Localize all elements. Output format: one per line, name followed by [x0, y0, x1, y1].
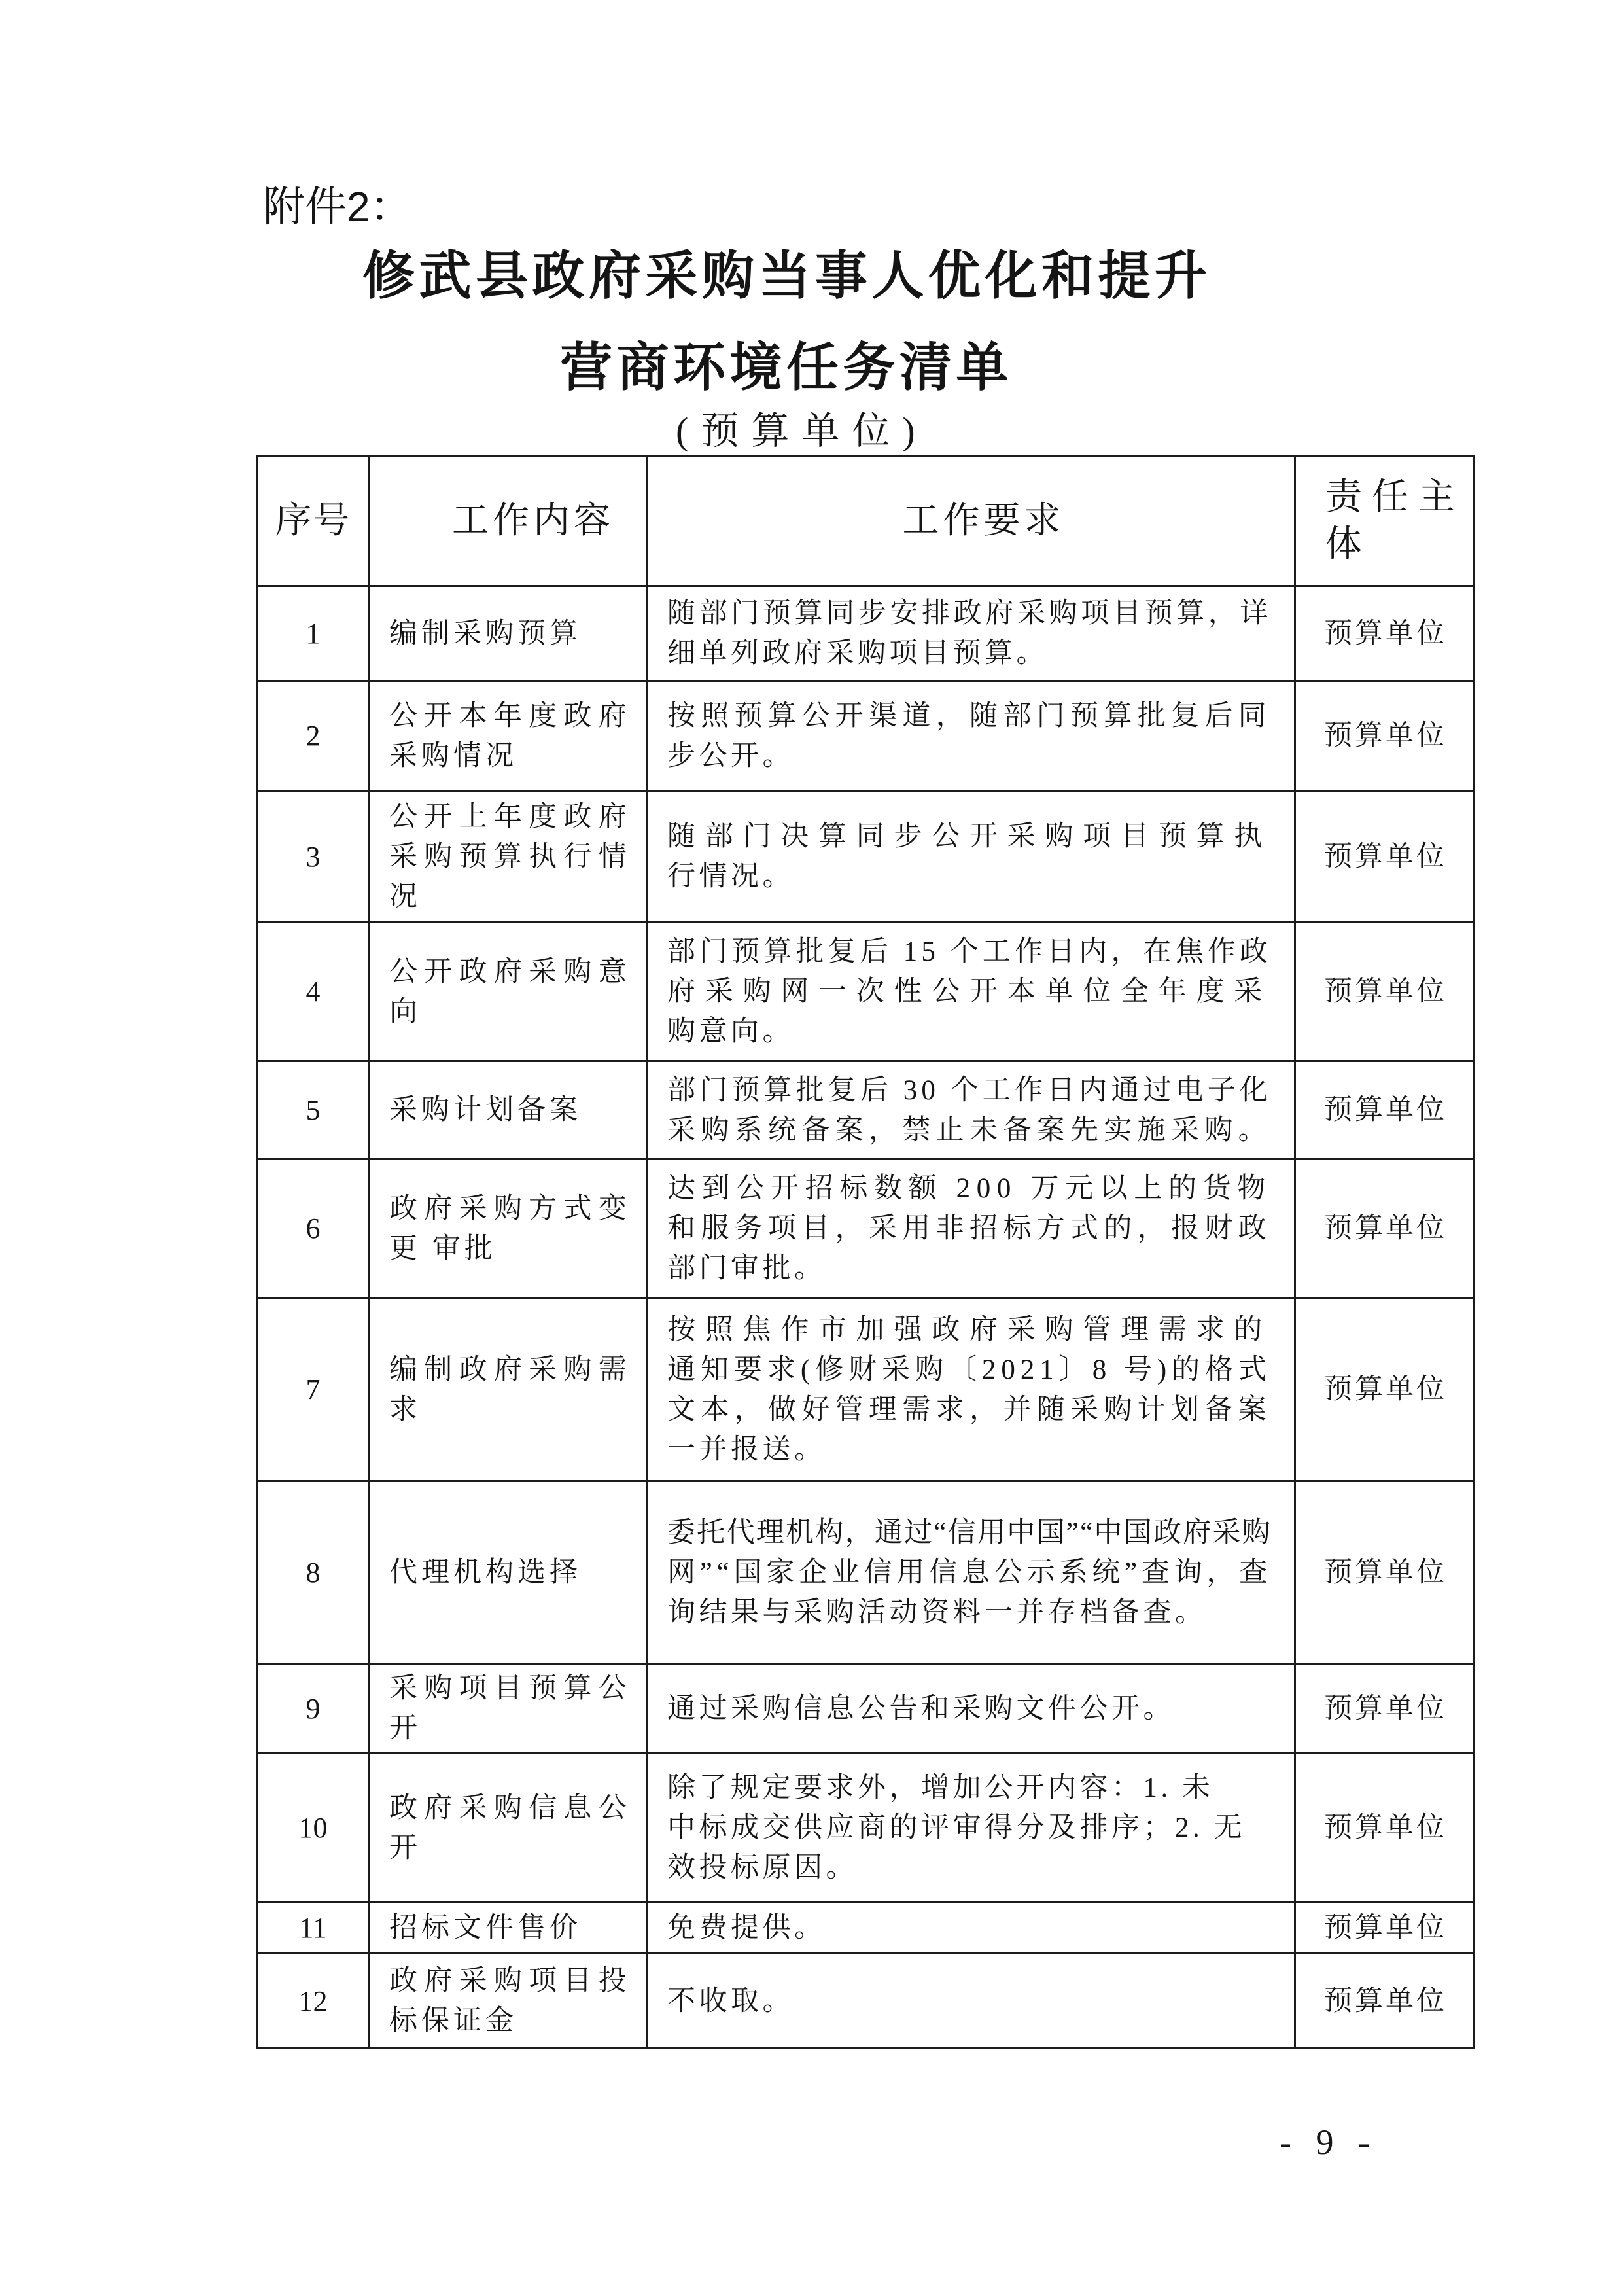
work-content-cell [370, 1298, 648, 1481]
text-line [667, 1513, 1272, 1553]
work-requirement-text: 步公开。 [667, 740, 794, 771]
work-requirement-cell [648, 923, 1295, 1061]
text-line [667, 1169, 1272, 1209]
responsible-party-cell [1295, 1061, 1474, 1159]
responsible-party-text: 预算单位 [1324, 618, 1447, 649]
responsible-party-text: 预算单位 [1324, 1374, 1447, 1405]
text-line [667, 696, 1272, 736]
work-requirement-text: 文本，做好管理需求，并随采购计划备案 [667, 1394, 1272, 1425]
work-content-text: 公开政府采购意 [389, 956, 633, 987]
work-requirement-text: 部门预算批复后 30 个工作日内通过电子化 [667, 1074, 1272, 1106]
work-requirement-cell [648, 1298, 1295, 1481]
text-line [389, 1189, 633, 1229]
work-requirement-text: 免费提供。 [667, 1913, 826, 1943]
work-content-text: 招标文件售价 [389, 1913, 582, 1943]
work-content-cell [370, 791, 648, 923]
row-index: 5 [305, 1094, 321, 1126]
text-line [667, 1689, 1272, 1729]
task-table [256, 455, 1475, 2049]
text-line [667, 1012, 1272, 1051]
text-line [667, 1390, 1272, 1430]
text-line [667, 817, 1272, 857]
table-row [257, 681, 1474, 791]
text-line [389, 877, 633, 917]
responsible-party-cell [1295, 681, 1474, 791]
work-content-cell [370, 923, 648, 1061]
work-requirement-cell [648, 1159, 1295, 1298]
task-table-body [257, 586, 1474, 2049]
text-line [667, 633, 1272, 673]
work-requirement-text: 通过采购信息公告和采购文件公开。 [667, 1693, 1175, 1724]
responsible-party-text: 预算单位 [1324, 1913, 1447, 1943]
work-requirement-text: 除了规定要求外，增加公开内容：1. 未 [667, 1773, 1214, 1803]
responsible-party-text: 预算单位 [1324, 841, 1447, 872]
text-line [667, 857, 1272, 896]
responsible-party-text: 预算单位 [1324, 1693, 1447, 1724]
work-requirement-text: 行情况。 [667, 861, 794, 892]
table-row [257, 1159, 1474, 1298]
table-row [257, 1903, 1474, 1954]
row-index: 8 [305, 1556, 321, 1589]
row-index: 9 [305, 1692, 321, 1725]
work-requirement-text: 委托代理机构，通过“信用中国”“中国政府采购 [667, 1517, 1272, 1548]
text-line [389, 736, 633, 776]
work-requirement-text: 部门审批。 [667, 1253, 826, 1284]
text-line [389, 1350, 633, 1390]
work-content-text: 更 审批 [389, 1233, 497, 1264]
text-line [667, 1110, 1272, 1150]
work-requirement-text: 不收取。 [667, 1985, 794, 2017]
responsible-party-cell [1295, 1159, 1474, 1298]
table-row [257, 586, 1474, 681]
text-line [389, 992, 633, 1032]
responsible-party-cell [1295, 1754, 1474, 1903]
work-requirement-cell [648, 791, 1295, 923]
text-line [667, 1248, 1272, 1288]
responsible-party-text: 预算单位 [1324, 976, 1447, 1007]
text-line [389, 1090, 633, 1130]
work-content-cell [370, 1159, 648, 1298]
text-line [667, 1310, 1272, 1350]
work-content-text: 政府采购信息公 [389, 1792, 633, 1824]
table-row [257, 1754, 1474, 1903]
work-content-text: 编制采购预算 [389, 618, 582, 649]
work-requirement-text: 购意向。 [667, 1016, 794, 1047]
work-content-text: 向 [389, 996, 421, 1027]
responsible-party-text: 预算单位 [1324, 1213, 1447, 1244]
document-title-line-1: 修武县政府采购当事人优化和提升 [362, 248, 1212, 306]
responsible-party-cell [1295, 1903, 1474, 1954]
text-line [667, 1848, 1272, 1888]
work-content-text: 采购项目预算公 [389, 1673, 633, 1704]
row-index: 1 [305, 617, 321, 650]
responsible-party-text: 预算单位 [1324, 1985, 1447, 2017]
row-index: 6 [305, 1212, 321, 1245]
work-content-text: 标保证金 [389, 2005, 517, 2036]
header-responsible-party: 责任主体 [1295, 456, 1474, 586]
responsible-party-text: 预算单位 [1324, 1095, 1447, 1125]
text-line [667, 932, 1272, 972]
text-line [667, 1593, 1272, 1633]
row-index-cell [257, 1664, 370, 1754]
work-content-text: 政府采购项目投 [389, 1966, 633, 1996]
work-requirement-cell [648, 1754, 1295, 1903]
text-line [667, 1981, 1272, 2021]
work-content-text: 编制政府采购需 [389, 1354, 633, 1385]
work-content-text: 开 [389, 1713, 421, 1744]
row-index-cell [257, 1061, 370, 1159]
work-requirement-text: 和服务项目，采用非招标方式的，报财政 [667, 1213, 1272, 1244]
text-line [389, 1553, 633, 1593]
text-line [389, 952, 633, 992]
row-index-cell [257, 1159, 370, 1298]
text-line [667, 1553, 1272, 1593]
work-requirement-text: 随部门预算同步安排政府采购项目预算，详 [667, 598, 1272, 629]
work-requirement-text: 按照预算公开渠道，随部门预算批复后同 [667, 700, 1272, 732]
work-content-text: 采购预算执行情 [389, 841, 633, 872]
attachment-label: 附件2： [263, 183, 412, 230]
row-index: 10 [298, 1812, 328, 1844]
row-index-cell [257, 1481, 370, 1664]
text-line [389, 614, 633, 654]
work-content-cell [370, 1903, 648, 1954]
text-line [667, 1350, 1272, 1390]
text-line [389, 1828, 633, 1868]
work-requirement-text: 随部门决算同步公开采购项目预算执 [667, 821, 1272, 852]
text-line [667, 1808, 1272, 1848]
table-row [257, 1298, 1474, 1481]
work-requirement-cell [648, 1061, 1295, 1159]
header-work-content: 工作内容 [370, 456, 648, 586]
responsible-party-text: 预算单位 [1324, 720, 1447, 751]
text-line [389, 1708, 633, 1748]
row-index-cell [257, 1903, 370, 1954]
work-requirement-text: 细单列政府采购项目预算。 [667, 638, 1048, 669]
text-line [389, 2001, 633, 2041]
page-number: - 9 - [1280, 2123, 1378, 2162]
table-row [257, 923, 1474, 1061]
row-index-cell [257, 681, 370, 791]
work-requirement-text: 网”“国家企业信用信息公示系统”查询，查 [667, 1557, 1272, 1588]
text-line [389, 696, 633, 736]
text-line [667, 736, 1272, 776]
document-subtitle: (预算单位) [676, 410, 928, 452]
row-index: 2 [305, 720, 321, 752]
text-line [667, 593, 1272, 633]
text-line [667, 1768, 1272, 1808]
row-index: 4 [305, 976, 321, 1008]
work-content-cell [370, 586, 648, 681]
work-requirement-text: 按照焦作市加强政府采购管理需求的 [667, 1314, 1272, 1345]
work-content-cell [370, 681, 648, 791]
work-requirement-text: 中标成交供应商的评审得分及排序；2. 无 [667, 1812, 1246, 1843]
work-content-text: 采购情况 [389, 740, 517, 771]
text-line [667, 1070, 1272, 1110]
text-line [667, 1908, 1272, 1948]
row-index: 3 [305, 840, 321, 873]
work-requirement-text: 达到公开招标数额 200 万元以上的货物 [667, 1173, 1272, 1204]
work-content-cell [370, 1664, 648, 1754]
responsible-party-cell [1295, 1298, 1474, 1481]
work-content-text: 采购计划备案 [389, 1095, 582, 1125]
responsible-party-cell [1295, 791, 1474, 923]
row-index-cell [257, 923, 370, 1061]
row-index-cell [257, 1954, 370, 2049]
text-line [389, 837, 633, 877]
text-line [389, 1908, 633, 1948]
text-line [389, 797, 633, 837]
work-requirement-cell [648, 586, 1295, 681]
work-requirement-cell [648, 1664, 1295, 1754]
work-content-cell [370, 1954, 648, 2049]
work-content-text: 政府采购方式变 [389, 1193, 633, 1224]
responsible-party-cell [1295, 586, 1474, 681]
text-line [667, 1209, 1272, 1248]
header-work-requirement: 工作要求 [648, 456, 1295, 586]
work-content-text: 代理机构选择 [389, 1557, 582, 1588]
work-content-cell [370, 1754, 648, 1903]
work-content-cell [370, 1481, 648, 1664]
responsible-party-cell [1295, 1954, 1474, 2049]
responsible-party-cell [1295, 923, 1474, 1061]
work-content-text: 开 [389, 1832, 421, 1863]
text-line [667, 972, 1272, 1012]
responsible-party-text: 预算单位 [1324, 1557, 1447, 1588]
table-row [257, 791, 1474, 923]
work-requirement-text: 府采购网一次性公开本单位全年度采 [667, 976, 1272, 1007]
work-content-text: 公开本年度政府 [389, 700, 633, 732]
table-row [257, 1481, 1474, 1664]
work-requirement-text: 部门预算批复后 15 个工作日内，在焦作政 [667, 936, 1272, 967]
work-content-text: 况 [389, 881, 421, 912]
row-index-cell [257, 586, 370, 681]
responsible-party-text: 预算单位 [1324, 1812, 1447, 1843]
work-requirement-cell [648, 1481, 1295, 1664]
work-requirement-cell [648, 681, 1295, 791]
row-index-cell [257, 1298, 370, 1481]
row-index-cell [257, 1754, 370, 1903]
text-line [389, 1229, 633, 1269]
text-line [389, 1961, 633, 2001]
header-index: 序号 [257, 456, 370, 586]
work-requirement-text: 一并报送。 [667, 1434, 826, 1465]
work-content-text: 求 [389, 1394, 421, 1425]
table-row [257, 1664, 1474, 1754]
table-header-row [257, 456, 1474, 586]
work-requirement-cell [648, 1903, 1295, 1954]
text-line [389, 1788, 633, 1828]
work-requirement-cell [648, 1954, 1295, 2049]
work-requirement-text: 采购系统备案，禁止未备案先实施采购。 [667, 1114, 1272, 1146]
table-row [257, 1954, 1474, 2049]
task-table-header [257, 456, 1474, 586]
work-requirement-text: 效投标原因。 [667, 1852, 858, 1883]
work-requirement-text: 通知要求(修财采购〔2021〕8 号)的格式 [667, 1354, 1272, 1385]
responsible-party-cell [1295, 1481, 1474, 1664]
responsible-party-cell [1295, 1664, 1474, 1754]
work-requirement-text: 询结果与采购活动资料一并存档备查。 [667, 1597, 1207, 1628]
text-line [389, 1390, 633, 1430]
work-content-text: 公开上年度政府 [389, 801, 633, 832]
work-content-cell [370, 1061, 648, 1159]
text-line [667, 1430, 1272, 1470]
row-index-cell [257, 791, 370, 923]
text-line [389, 1669, 633, 1708]
table-row [257, 1061, 1474, 1159]
row-index: 7 [305, 1373, 321, 1405]
row-index: 12 [298, 1985, 328, 2017]
document-title-line-2: 营商环境任务清单 [560, 340, 1013, 397]
row-index: 11 [299, 1912, 327, 1944]
